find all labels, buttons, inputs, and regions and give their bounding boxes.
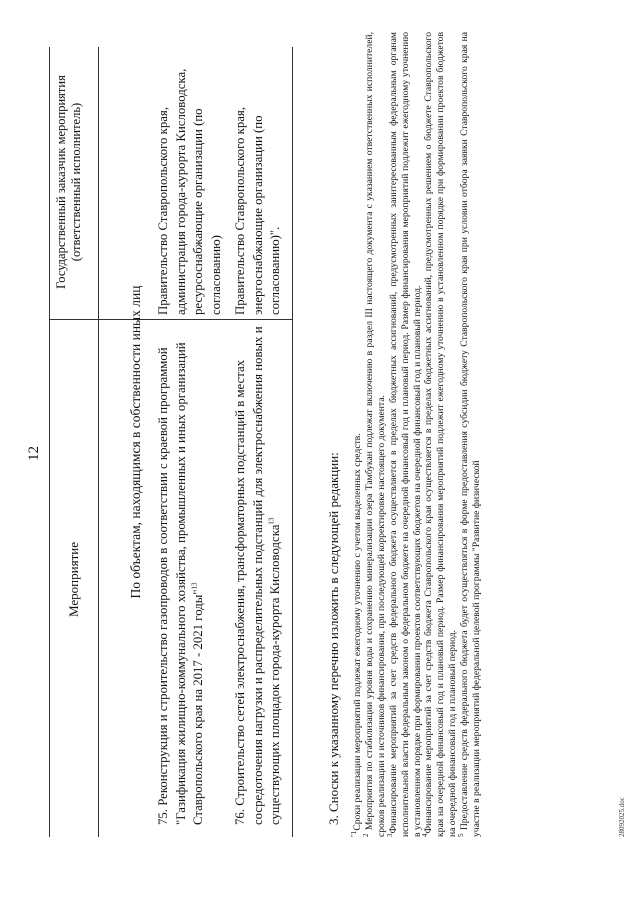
footnote-4-text: Финансирование мероприятий за счет средств бюджета Ставропольского края осуществляется в пределах бюджетных ассигнований, предусмотренных решением о бюджете Ставропольского края на очередной финансовый год и плановый период. Размер финансирования мероприятий подлежит ежегодному уточнению в установленном порядке при формировании проектов бюджетов на очередной финансовый год и плановый период. [423, 32, 459, 837]
file-name-footer: 28092025.doc [618, 797, 626, 837]
footnote-5-mark: 5 [456, 833, 465, 837]
row-76-measure [232, 320, 285, 825]
footnote-2 [361, 32, 388, 837]
footnote-4 [423, 32, 459, 837]
footnote-5-text: Предоставление средств федерального бюджета будет осуществляться в форме предоставления субсидии бюджету Ставропольского края при условии отбора заявки Ставропольского края на участие в реализации мероприятий федеральной целевой программы "Развитие физической [459, 32, 483, 837]
footnote-3-text: Финансирование мероприятий за счет средств федерального бюджета осуществляется в пределах бюджетных ассигнований, предусмотренных заинтересованным федеральным органам исполнительной власти федеральным законом о федеральном бюджете на очередной финансовый год и плановый период. Размер финансирования мероприятий подлежит ежегодному уточнению в установленном порядке при формировании проектов соответствующих бюджетов на очередной финансовый год и плановый период. [387, 32, 423, 837]
table-header-divider [98, 47, 99, 837]
row-75-text: 75. Реконструкция и строительство газопроводов в соответствии с краевой программой "Газификация жилищно-коммунального хозяйства, промышленных и иных организаций Ставропольского края на 2017 - 2021 годы" [156, 342, 205, 825]
row-75-measure [155, 320, 208, 825]
row-75-footnote-mark: 13 [190, 582, 199, 590]
footnote-1 [349, 32, 364, 837]
row-76-footnote-mark: 13 [267, 517, 276, 525]
footnote-4-mark: 4 [421, 833, 430, 837]
footnote-1-mark: "1 [349, 830, 358, 837]
footnote-5 [456, 32, 483, 837]
footnote-2-text: Мероприятия по стабилизации уровня воды и сохранению минерализации озера Тамбукан подлежат включению в раздел III настоящего документа с указанием ответственных исполнителей, сроков реализации и источников финансирования, при последующей корректировке настоящего документа. [363, 32, 387, 837]
column-header-customer: Государственный заказчик мероприятия (ответственный исполнитель) [54, 75, 83, 289]
row-76-responsible: Правительство Ставропольского края, энергоснабжающие организации (по согласованию)". [233, 106, 282, 315]
section-title: По объектам, находящимся в собственности иных лиц [128, 285, 143, 599]
footnote-2-mark: 2 [361, 833, 370, 837]
table-bottom-border [292, 47, 293, 837]
footnote-3-mark: 3 [385, 833, 394, 837]
footnote-3 [385, 32, 424, 837]
column-header-measure: Мероприятие [66, 542, 81, 617]
footnote-1-text: Сроки реализации мероприятий подлежат ежегодному уточнению с учетом выделенных средств. [352, 433, 363, 831]
footnotes-block [349, 32, 483, 837]
page-number: 12 [26, 446, 42, 461]
table-top-border [49, 47, 50, 837]
section-3-heading: 3. Сноски к указанному перечню изложить в следующей редакции: [326, 452, 341, 825]
row-75-responsible: Правительство Ставропольского края, администрация города-курорта Кисловодска, ресурсоснабжающие организации (по согласованию) [156, 68, 223, 315]
row-76-text: 76. Строительство сетей электроснабжения, трансформаторных подстанций в местах сосредоточения нагрузки и распределительных подстанций для электроснабжения новых и существующих площадок города-курорта Кисловодска [233, 326, 282, 825]
